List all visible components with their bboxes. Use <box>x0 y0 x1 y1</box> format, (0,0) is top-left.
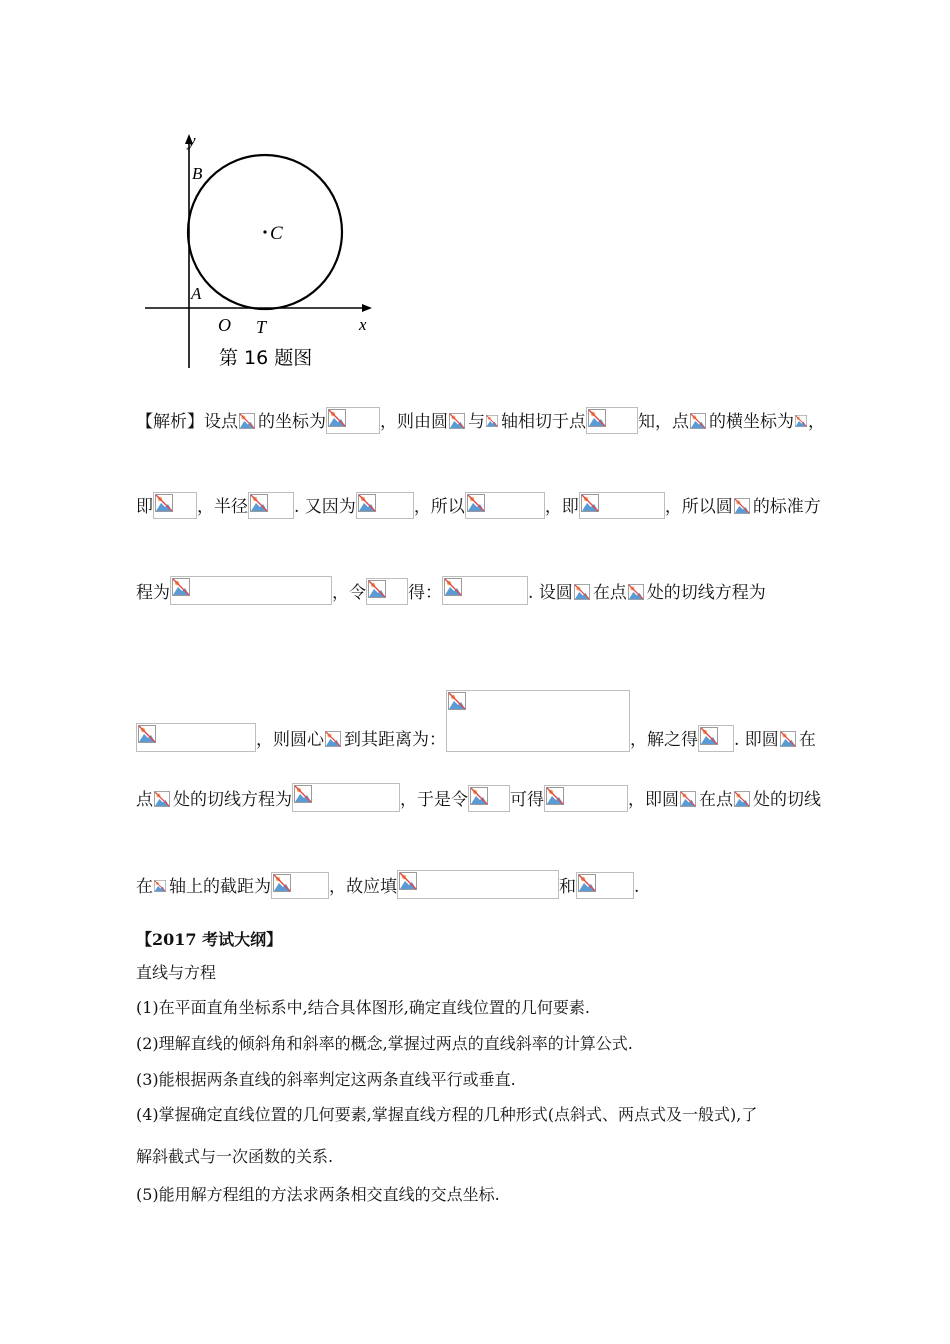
solution-line-3 <box>136 576 766 605</box>
formula-image <box>153 877 169 899</box>
broken-image-icon <box>444 578 462 596</box>
formula-image <box>586 407 638 434</box>
formula-image-large <box>446 690 630 752</box>
formula-image <box>544 785 628 812</box>
text-segment: 可得 <box>510 790 544 810</box>
broken-image-icon <box>734 498 750 514</box>
broken-image-icon <box>467 494 485 512</box>
solution-line-5 <box>136 783 821 812</box>
syllabus-heading: 【2017 考试大纲】 <box>136 930 283 949</box>
text-segment: 在 <box>136 877 153 897</box>
formula-image <box>468 785 510 812</box>
x-axis-label: x <box>359 315 367 334</box>
point-t-label: T <box>256 317 267 337</box>
broken-image-icon <box>588 409 606 427</box>
formula-image <box>448 412 468 434</box>
formula-image <box>238 412 258 434</box>
text-segment: 在点 <box>699 790 733 810</box>
formula-image <box>779 730 799 752</box>
solution-line-6 <box>136 870 639 899</box>
text-segment: 得： <box>408 583 442 603</box>
formula-image <box>485 412 501 434</box>
syllabus-item: (2)理解直线的倾斜角和斜率的概念,掌握过两点的直线斜率的计算公式. <box>136 1034 633 1053</box>
x-axis-arrow <box>362 304 372 312</box>
origin-label: O <box>218 315 231 335</box>
text-segment: 与 <box>468 412 485 432</box>
formula-image <box>465 492 545 519</box>
text-segment: 在 <box>798 730 816 750</box>
formula-image <box>366 578 408 605</box>
formula-image <box>324 730 344 752</box>
coordinate-diagram <box>140 128 385 373</box>
formula-image <box>573 583 593 605</box>
syllabus-item: (4)掌握确定直线位置的几何要素,掌握直线方程的几种形式(点斜式、两点式及一般式),了 <box>136 1105 758 1124</box>
text-segment: 的横坐标为 <box>709 412 794 432</box>
broken-image-icon <box>328 409 346 427</box>
text-segment: ， <box>808 412 825 432</box>
text-segment: 处的切线 <box>753 790 821 810</box>
solution-line-1 <box>136 407 825 434</box>
text-segment: 【解析】设点 <box>136 412 238 432</box>
broken-image-icon <box>581 494 599 512</box>
point-c-label: C <box>270 223 283 244</box>
text-segment: ，则由圆 <box>380 412 448 432</box>
y-axis-label: y <box>188 131 196 150</box>
text-segment: ，半径 <box>197 497 248 517</box>
formula-image <box>153 790 173 812</box>
syllabus-item: (3)能根据两条直线的斜率判定这两条直线平行或垂直. <box>136 1070 516 1089</box>
text-segment: ，所以圆 <box>664 497 733 517</box>
point-b-label: B <box>192 164 203 183</box>
text-segment: 处的切线方程为 <box>173 790 292 810</box>
text-segment: 程为 <box>136 583 170 603</box>
figure-caption: 第 16 题图 <box>219 347 313 369</box>
syllabus-subtitle: 直线与方程 <box>136 963 217 982</box>
broken-image-icon <box>448 692 466 710</box>
broken-image-icon <box>700 727 718 745</box>
syllabus-item: (5)能用解方程组的方法求两条相交直线的交点坐标. <box>136 1185 500 1204</box>
text-segment: 到其距离为： <box>344 730 446 750</box>
circle-tangent-figure <box>140 128 385 373</box>
broken-image-icon <box>680 791 696 807</box>
syllabus-item: (1)在平面直角坐标系中,结合具体图形,确定直线位置的几何要素. <box>136 998 590 1017</box>
center-point <box>263 230 266 233</box>
text-segment: 的坐标为 <box>258 412 326 432</box>
broken-image-icon <box>138 725 156 743</box>
syllabus-item: 解斜截式与一次函数的关系. <box>136 1147 334 1166</box>
text-segment: . <box>634 877 640 897</box>
formula-image <box>679 790 699 812</box>
text-segment: 点 <box>136 790 153 810</box>
text-segment: ，令 <box>332 583 366 603</box>
broken-image-icon <box>325 731 341 747</box>
text-segment: 即 <box>136 497 153 517</box>
formula-image <box>689 412 709 434</box>
text-segment: 轴上的截距为 <box>169 877 271 897</box>
text-segment: 在点 <box>592 583 627 603</box>
text-segment: 轴相切于点 <box>501 412 586 432</box>
formula-image <box>170 576 332 605</box>
text-segment: 处的切线方程为 <box>646 583 766 603</box>
broken-image-icon <box>250 494 268 512</box>
formula-image <box>576 872 634 899</box>
broken-image-icon <box>734 791 750 807</box>
broken-image-icon <box>172 578 190 596</box>
text-segment: ，解之得 <box>630 730 698 750</box>
broken-image-icon <box>368 580 386 598</box>
formula-image <box>356 492 414 519</box>
text-segment: 的标准方 <box>752 497 821 517</box>
formula-image <box>627 583 647 605</box>
broken-image-icon <box>574 584 590 600</box>
point-a-label: A <box>191 284 202 303</box>
formula-image <box>698 725 734 752</box>
broken-image-icon <box>273 874 291 892</box>
text-segment: . 即圆 <box>734 730 779 750</box>
broken-image-icon <box>399 872 417 890</box>
broken-image-icon <box>358 494 376 512</box>
formula-image <box>136 723 256 752</box>
formula-image <box>153 492 197 519</box>
broken-image-icon <box>239 413 255 429</box>
broken-image-icon <box>154 791 170 807</box>
broken-image-icon <box>780 731 796 747</box>
formula-image <box>733 497 753 519</box>
text-segment: ，故应填 <box>329 877 397 897</box>
broken-image-icon <box>470 787 488 805</box>
broken-image-icon <box>578 874 596 892</box>
formula-image <box>579 492 665 519</box>
broken-image-icon <box>154 880 166 892</box>
text-segment: ，所以 <box>413 497 465 517</box>
broken-image-icon <box>449 413 465 429</box>
formula-image <box>271 872 329 899</box>
broken-image-icon <box>155 494 173 512</box>
text-segment: . 又因为 <box>294 497 356 517</box>
text-segment: 和 <box>559 877 576 897</box>
broken-image-icon <box>628 584 644 600</box>
text-segment: ，即圆 <box>628 790 679 810</box>
formula-image <box>733 790 753 812</box>
text-segment: ，于是令 <box>400 790 468 810</box>
formula-image <box>248 492 294 519</box>
formula-image <box>326 407 380 434</box>
formula-image <box>442 576 528 605</box>
formula-image <box>794 412 808 434</box>
formula-image <box>397 870 559 899</box>
broken-image-icon <box>690 413 706 429</box>
text-segment: ，则圆心 <box>256 730 324 750</box>
broken-image-icon <box>795 415 807 427</box>
text-segment: ，即 <box>544 497 579 517</box>
solution-line-4 <box>136 690 816 752</box>
text-segment: 知，点 <box>638 412 689 432</box>
broken-image-icon <box>546 787 564 805</box>
broken-image-icon <box>294 785 312 803</box>
solution-line-2 <box>136 492 821 519</box>
formula-image <box>292 783 400 812</box>
broken-image-icon <box>486 415 498 427</box>
text-segment: . 设圆 <box>528 583 573 603</box>
